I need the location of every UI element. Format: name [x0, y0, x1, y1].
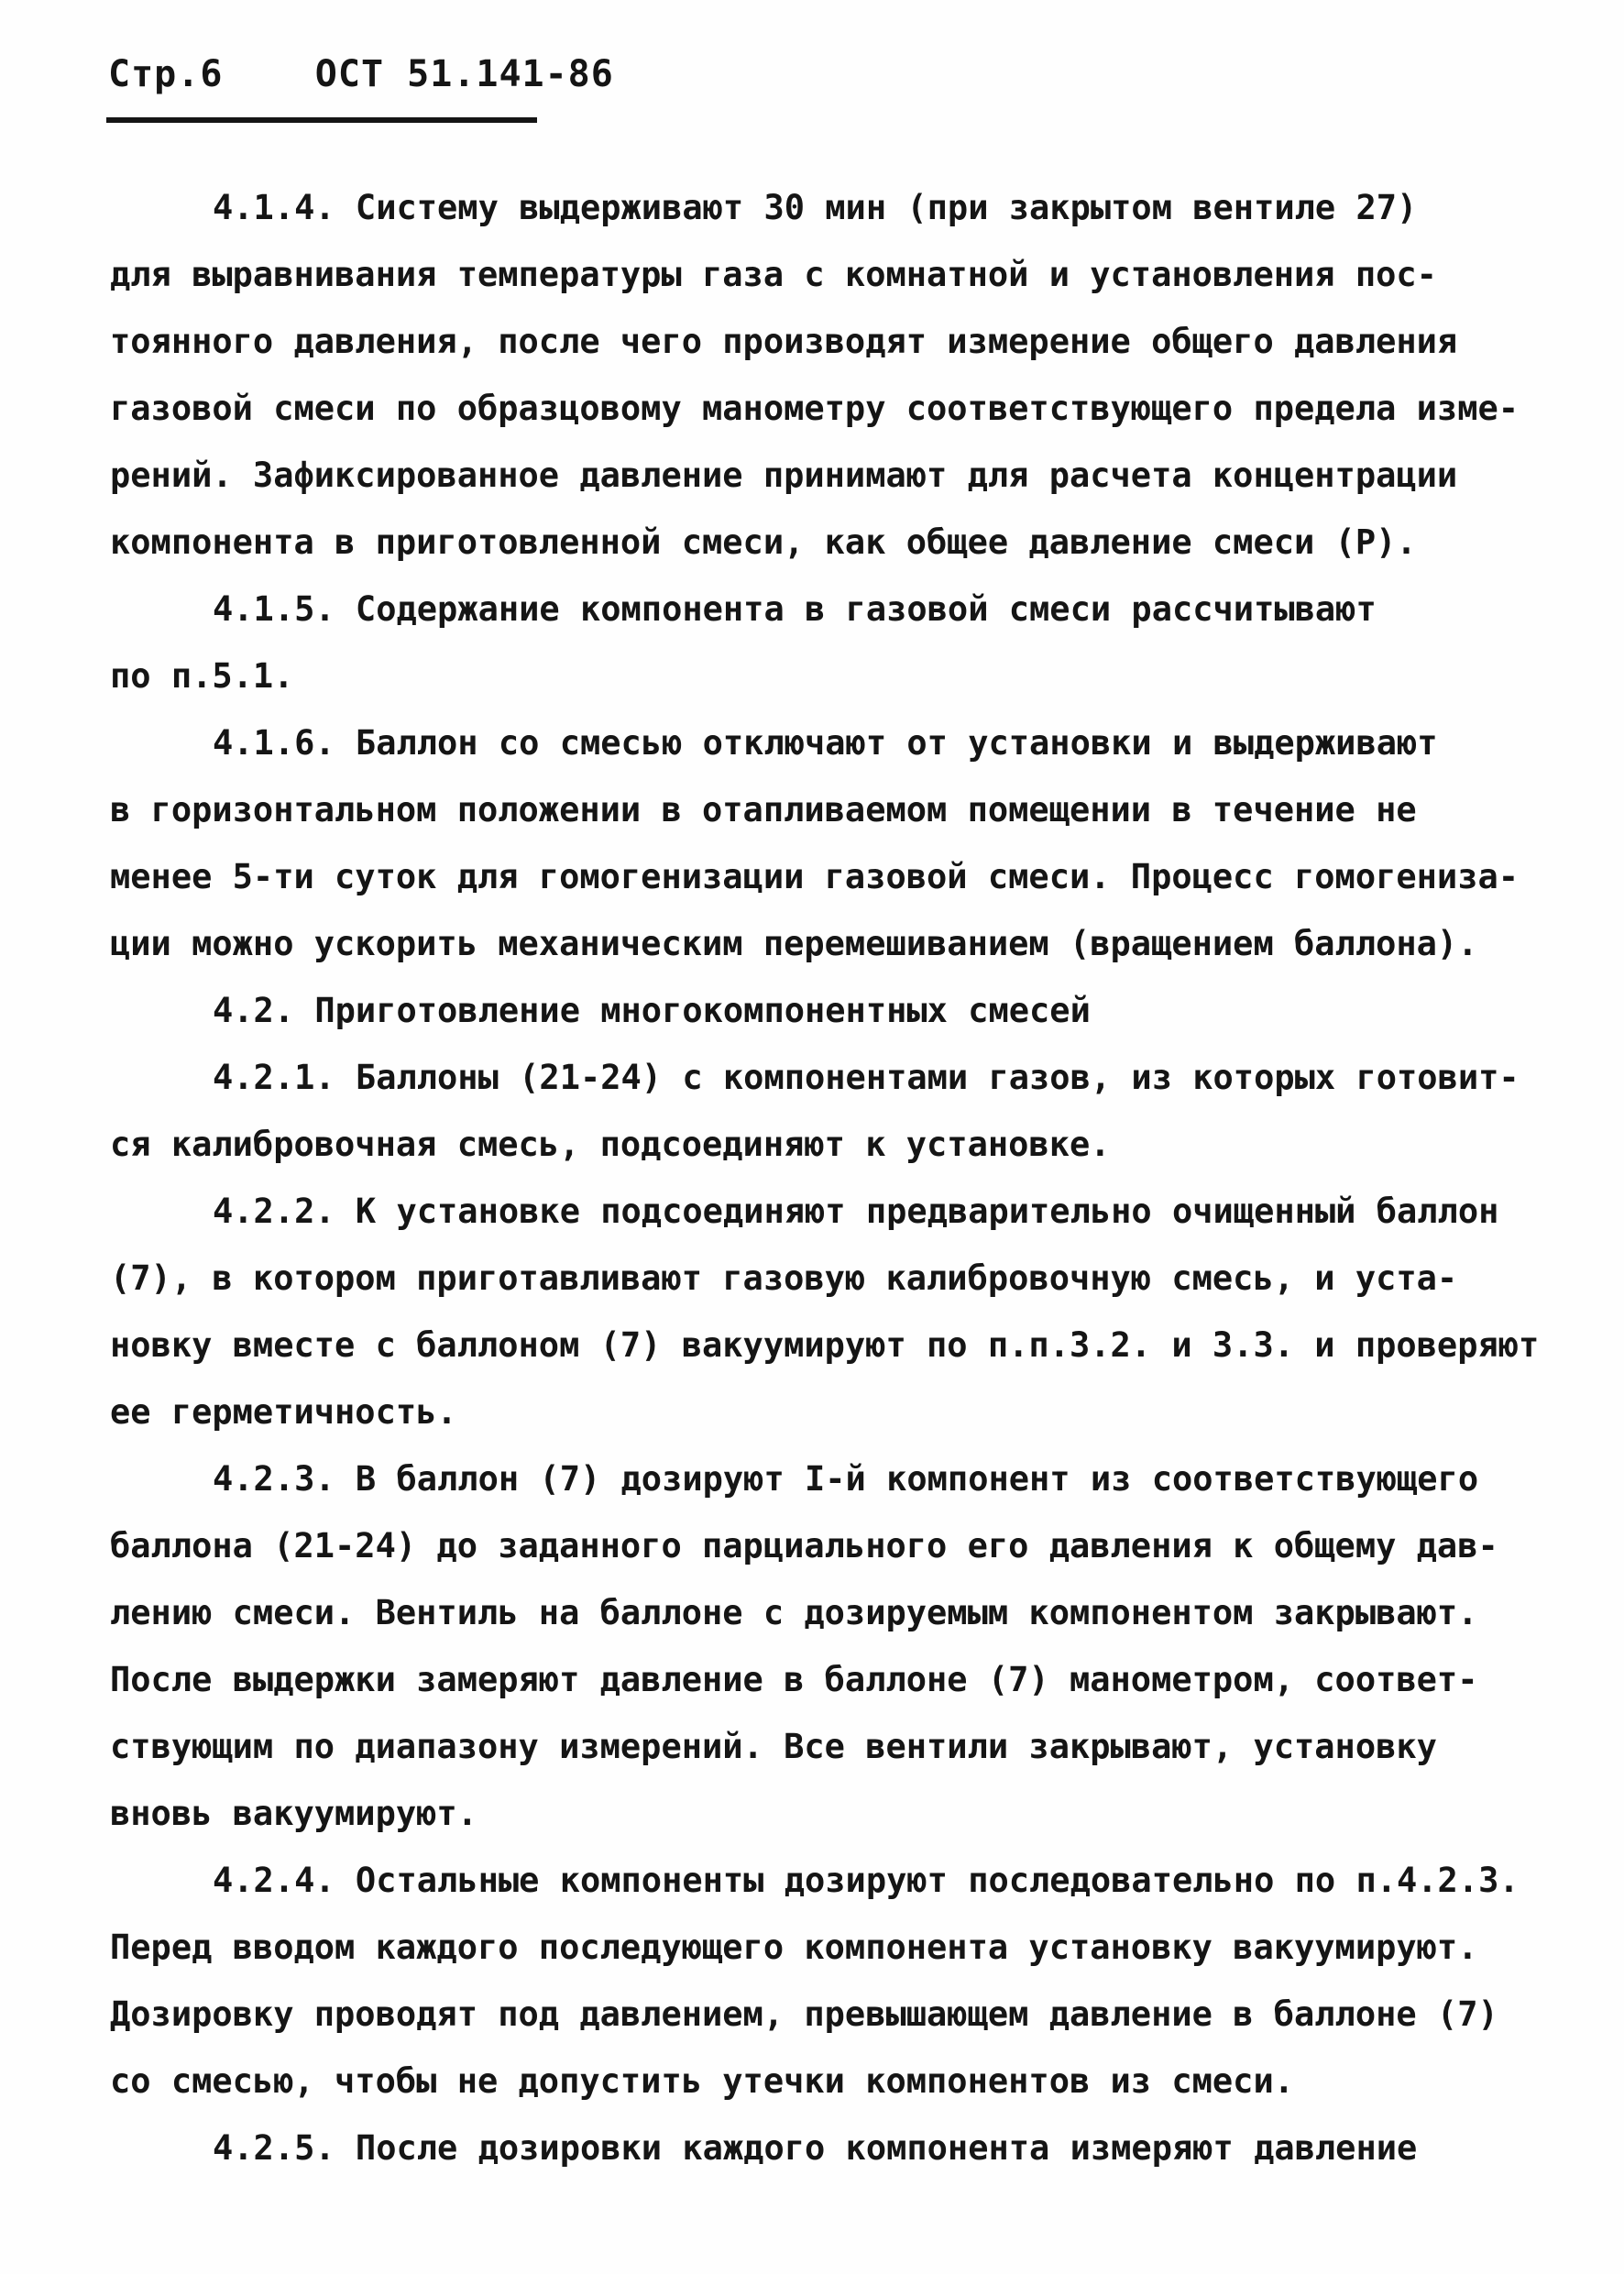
page-header: [108, 53, 614, 95]
document-code: ОСТ 51.141-86: [314, 53, 614, 95]
text-line-16: 4.2.2. К установке подсоединяют предварительно очищенный баллон: [213, 1192, 1499, 1231]
header-underline: [106, 117, 537, 123]
text-line-4: газовой смеси по образцовому манометру соответствующего предела изме-: [110, 389, 1520, 428]
text-line-15: ся калибровочная смесь, подсоединяют к установке.: [110, 1125, 1111, 1164]
text-line-18: новку вместе с баллоном (7) вакуумируют по п.п.3.2. и 3.3. и проверяют: [110, 1325, 1540, 1365]
text-line-22: лению смеси. Вентиль на баллоне с дозируемым компонентом закрывают.: [110, 1593, 1478, 1632]
text-line-6: компонента в приготовленной смеси, как общее давление смеси (Р).: [110, 522, 1417, 562]
document-body: [110, 174, 1540, 2181]
text-line-7: 4.1.5. Содержание компонента в газовой смеси рассчитывают: [213, 589, 1377, 629]
text-line-9: 4.1.6. Баллон со смесью отключают от установки и выдерживают: [213, 723, 1438, 763]
text-line-14: 4.2.1. Баллоны (21-24) с компонентами газов, из которых готовит-: [213, 1058, 1520, 1097]
text-line-26: 4.2.4. Остальные компоненты дозируют последовательно по п.4.2.3.: [213, 1861, 1520, 1900]
text-line-8: по п.5.1.: [110, 656, 294, 696]
text-line-5: рений. Зафиксированное давление принимают для расчета концентрации: [110, 456, 1458, 495]
header-spacer: [247, 53, 292, 95]
text-line-12: ции можно ускорить механическим перемешиванием (вращением баллона).: [110, 924, 1478, 963]
text-line-30: 4.2.5. После дозировки каждого компонента измеряют давление: [213, 2128, 1418, 2168]
text-line-19: ее герметичность.: [110, 1392, 457, 1432]
text-line-20: 4.2.3. В баллон (7) дозируют I-й компонент из соответствующего: [213, 1459, 1479, 1499]
section-heading-4-2: 4.2. Приготовление многокомпонентных смесей: [213, 991, 1091, 1030]
text-line-27: Перед вводом каждого последующего компонента установку вакуумируют.: [110, 1928, 1478, 1967]
text-line-3: тоянного давления, после чего производят измерение общего давления: [110, 322, 1458, 361]
text-line-29: со смесью, чтобы не допустить утечки компонентов из смеси.: [110, 2061, 1295, 2101]
text-line-24: ствующим по диапазону измерений. Все вентили закрывают, установку: [110, 1727, 1437, 1766]
text-line-1: 4.1.4. Систему выдерживают 30 мин (при закрытом вентиле 27): [213, 188, 1418, 227]
text-line-17: (7), в котором приготавливают газовую калибровочную смесь, и уста-: [110, 1258, 1458, 1298]
page-number: Стр.6: [108, 53, 224, 95]
text-line-28: Дозировку проводят под давлением, превышающем давление в баллоне (7): [110, 1994, 1498, 2034]
text-line-25: вновь вакуумируют.: [110, 1794, 477, 1833]
text-line-21: баллона (21-24) до заданного парциального его давления к общему дав-: [110, 1526, 1498, 1565]
text-line-23: После выдержки замеряют давление в баллоне (7) манометром, соответ-: [110, 1660, 1478, 1699]
text-line-2: для выравнивания температуры газа с комнатной и установления пос-: [110, 255, 1437, 294]
text-line-10: в горизонтальном положении в отапливаемом помещении в течение не: [110, 790, 1417, 829]
text-line-11: менее 5-ти суток для гомогенизации газовой смеси. Процесс гомогениза-: [110, 857, 1520, 896]
